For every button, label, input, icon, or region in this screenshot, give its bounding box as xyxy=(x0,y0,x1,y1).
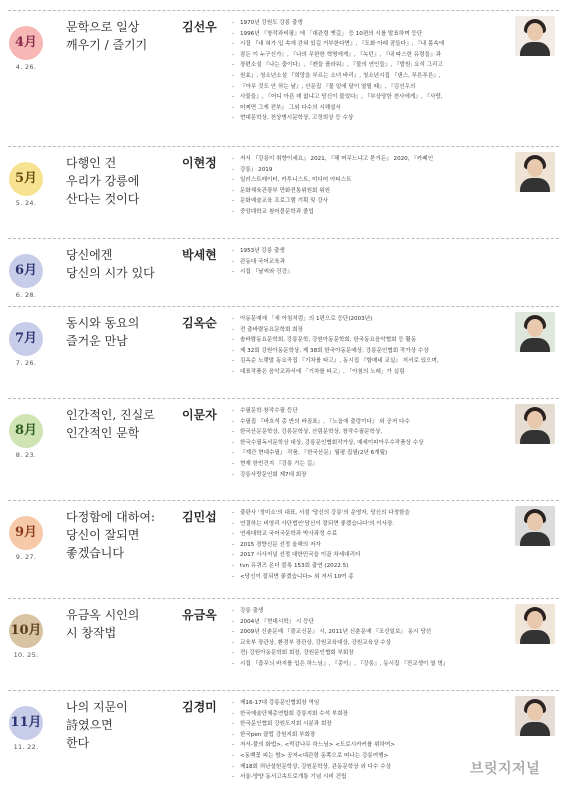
lecturer-name: 이문자 xyxy=(182,408,217,422)
lecturer-bio xyxy=(232,698,504,783)
month-badge: 11月 xyxy=(9,706,43,740)
schedule-row xyxy=(0,238,567,306)
month-badge: 5月 xyxy=(9,162,43,196)
bio-item: - 연세대학교 국어국문학과 박사과정 수료 xyxy=(232,529,504,540)
schedule-row xyxy=(0,598,567,690)
lecture-title-line: 당신의 시가 있다 xyxy=(66,266,155,280)
lecture-title xyxy=(66,406,176,442)
lecturer-bio xyxy=(232,606,504,670)
lecture-title-line: 우리가 강릉에 xyxy=(66,174,140,188)
bio-item: - 사물들』, 『어디 아픈 데 없냐고 당신이 물었다』, 『부상당한 천사에게』, 『사랑, xyxy=(232,92,504,103)
row-divider xyxy=(8,500,559,501)
lecturer-name: 김경미 xyxy=(182,700,217,714)
lecturer-bio xyxy=(232,246,504,278)
bio-item: - 2015 경향신문 선정 올해의 저자 xyxy=(232,540,504,551)
schedule-row xyxy=(0,306,567,398)
photo-face-shape xyxy=(527,319,543,337)
lecturer-name: 김선우 xyxy=(182,20,217,34)
lecturer-photo xyxy=(515,404,555,444)
session-date: 5. 24. xyxy=(15,199,37,207)
session-date: 11. 22. xyxy=(13,743,39,751)
bio-item: - 시집 『춤무늬 바지를 입은 하느님』, 『종이』, 『강릉』, 동시집 『전교생이 열 명』 xyxy=(232,659,504,670)
photo-body-shape xyxy=(520,178,550,192)
lecture-title-line: 詩였으면 xyxy=(66,718,113,732)
bio-item: - 제 32회 강원아동문학상, 제 38회 한국아동문예상, 강릉문인협회 작가상 수상 xyxy=(232,346,504,357)
photo-face-shape xyxy=(527,159,543,177)
session-date: 7. 26. xyxy=(15,359,37,367)
row-divider xyxy=(8,598,559,599)
photo-face-shape xyxy=(527,513,543,531)
bio-item: - 시집 『내 혀가 입 속에 갇혀 있길 거부한다면』, 『도화 아래 잠들다』, 『내 몸속에 xyxy=(232,39,504,50)
bio-item: - 저서 『강릉이 취향이세요』 2021, 『해 머무느냐고 묻거든』 2020, 『카페인 xyxy=(232,154,504,165)
bio-item: - 중앙대학교 첨어블문학과 졸업 xyxy=(232,207,504,218)
bio-item: - 일러스트레이터, 카투니스트, 미디어 아티스트 xyxy=(232,175,504,186)
lecturer-bio xyxy=(232,508,504,582)
lecturer-photo xyxy=(515,604,555,644)
bio-item: - 솔바람동요문학회, 강릉문학, 강원아동문학회, 한국동요음악협회 등 활동 xyxy=(232,335,504,346)
bio-item: - 문화체육관광부 만화전통위원회 위원 xyxy=(232,186,504,197)
bio-item: - 한국예술단체총연합회 강릉지회 수석 부회장 xyxy=(232,709,504,720)
lecturer-name: 유금옥 xyxy=(182,608,217,622)
lecturer-name: 김민섭 xyxy=(182,510,217,524)
lecturer-bio xyxy=(232,154,504,218)
bio-item: - 전 출바람동요문학회 회장 xyxy=(232,325,504,336)
session-date: 9. 27. xyxy=(15,553,37,561)
photo-face-shape xyxy=(527,611,543,629)
month-badge: 8月 xyxy=(9,414,43,448)
lecturer-photo xyxy=(515,696,555,736)
lecture-title xyxy=(66,314,176,350)
session-date: 8. 23. xyxy=(15,451,37,459)
bio-item: - 1953년 강릉 출생 xyxy=(232,246,504,257)
lecture-title-line: 인간적인, 진실로 xyxy=(66,408,155,422)
bio-item: - 한국수필독서문학상 대상, 강릉문인협회작가상, 예세이피아우수작품상 수상 xyxy=(232,438,504,449)
bio-item: - 관동대 국어교육과 xyxy=(232,257,504,268)
bio-item: - 잠든 이 누구신가』, 『나의 무한한 혁명에게』, 『녹턴』, 『내 따스한 유령들』과 xyxy=(232,50,504,61)
bio-item: - 서울-양양 동서고속도로개통 기념 시비 건립 xyxy=(232,772,504,783)
schedule-row xyxy=(0,398,567,500)
bio-item: - 아동문예에 「새 아침처럼」의 1편으로 등단(2003년) xyxy=(232,314,504,325)
bio-item: - 현재 한빈건지 『강릉 가는 길』 xyxy=(232,459,504,470)
lecture-title-line: 다행인 건 xyxy=(66,156,117,170)
session-date: 10. 25. xyxy=(13,651,39,659)
bio-item: - 대표작품은 음악교과서에 「기차를 타고」, 「아침의 노래」가 실림 xyxy=(232,367,504,378)
lecture-title xyxy=(66,18,176,54)
bio-item: - 2004년 『현대시학』 시 등단 xyxy=(232,617,504,628)
row-divider xyxy=(8,398,559,399)
bio-item: - 출판사 '정미소'의 대표, 서점 '당신의 강릉'의 운영자, 당신의 다정함을 xyxy=(232,508,504,519)
photo-body-shape xyxy=(520,532,550,546)
bio-item: - 제18회 허난설헌문학상, 강원문학상, 관동문학상 외 다수 수상 xyxy=(232,762,504,773)
month-badge: 4月 xyxy=(9,26,43,60)
lecture-title-line: 다정함에 대하여: xyxy=(66,510,156,524)
watermark-text: 브릿지저널 xyxy=(470,761,541,777)
bio-item: - 수필집 『바흐석 총 반의 바짐표』, 『노을에 출렁이다』 외 공저 다수 xyxy=(232,417,504,428)
lecture-title xyxy=(66,698,176,752)
bio-item: - 김옥순 노랫말 동요곡집 『기차를 타고』, 동시집 『할매네 교실』 저서로 있으며, xyxy=(232,356,504,367)
bio-item: - <동백꽃 피는 밤> 공저<대관령 동쪽으로 떠나는 강릉여행> xyxy=(232,751,504,762)
row-divider xyxy=(8,10,559,11)
lecturer-name: 박세현 xyxy=(182,248,217,262)
photo-body-shape xyxy=(520,630,550,644)
bio-item: - 강릉』 2019 xyxy=(232,165,504,176)
lecture-title xyxy=(66,246,176,282)
lecturer-bio xyxy=(232,406,504,480)
photo-body-shape xyxy=(520,42,550,56)
lecture-title-line: 인간적인 문학 xyxy=(66,426,140,440)
lecture-title-line: 깨우기 / 즐기기 xyxy=(66,38,148,52)
photo-face-shape xyxy=(527,411,543,429)
row-divider xyxy=(8,238,559,239)
bio-item: - 강릉 출생 xyxy=(232,606,504,617)
bio-item: - 2017 시사저널 선정 대한민국을 이끌 차세대리더 xyxy=(232,550,504,561)
lecturer-name: 김옥순 xyxy=(182,316,217,330)
bio-item: - 원효』, 청소년소설 『희망을 부르는 소녀 바리』, 청소년시집 『댄스, 푸른푸른』, xyxy=(232,71,504,82)
bio-item: - 1996년 『창작과비평』에 「대관령 옛길」 등 10편의 시를 발표하며 등단 xyxy=(232,29,504,40)
month-badge: 6月 xyxy=(9,254,43,288)
month-badge: 9月 xyxy=(9,516,43,550)
lecturer-bio xyxy=(232,18,504,124)
lecture-title-line: 유금옥 시인의 xyxy=(66,608,140,622)
lecture-title xyxy=(66,154,176,208)
photo-face-shape xyxy=(527,23,543,41)
lecturer-photo xyxy=(515,16,555,56)
lecture-title-line: 당신에겐 xyxy=(66,248,113,262)
row-divider xyxy=(8,146,559,147)
month-badge: 7月 xyxy=(9,322,43,356)
lecture-title-line: 문학으로 일상 xyxy=(66,20,140,34)
month-badge: 10月 xyxy=(9,614,43,648)
lecture-title-line: 한다 xyxy=(66,736,90,750)
photo-face-shape xyxy=(527,703,543,721)
bio-item: - 한국문인협회 강원도지회 시분과 회장 xyxy=(232,719,504,730)
photo-body-shape xyxy=(520,722,550,736)
lecture-title-line: 당신이 잘되면 xyxy=(66,528,140,542)
lecture-title-line: 시 창작법 xyxy=(66,626,117,640)
bio-item: - 전) 강원아동문학회 회장, 강원문인협회 부회장 xyxy=(232,648,504,659)
bio-item: - 『아무 것도 안 하는 날』, 산문집 『물 밑에 달이 열릴 때』, 『김선우의 xyxy=(232,82,504,93)
bio-item: - 시집 『날씨와 건강』 xyxy=(232,267,504,278)
lecture-title-line: 좋겠습니다 xyxy=(66,546,124,560)
schedule-row xyxy=(0,500,567,598)
lecture-title-line: 즐거운 만남 xyxy=(66,334,128,348)
bio-item: - 연결하는 비영리 사단법인'당신이 잘되면 좋겠습니다'의 이사장. xyxy=(232,519,504,530)
bio-item: - 한국산문문학상, 강릉문학상, 산림문학상, 창작수필문학상, xyxy=(232,427,504,438)
lecture-title xyxy=(66,606,176,642)
bio-item: - 『계간 현대수필』 작품, 『한국산문』월평 집필(2년 6개월) xyxy=(232,448,504,459)
lecture-title-line: 동시와 동요의 xyxy=(66,316,140,330)
photo-body-shape xyxy=(520,430,550,444)
session-date: 4. 26. xyxy=(15,63,37,71)
bio-item: - 저서-풀의 화법>, <먹감나무 하느님> <도로시카커를 위하여> xyxy=(232,740,504,751)
session-date: 6. 28. xyxy=(15,291,37,299)
bio-item: - 장편소설 『나는 춤이다』, 『캔들 플라워』, 『물의 연인들』, 『발원: 요석 그리고 xyxy=(232,60,504,71)
bio-item: - tvn 유퀴즈 온더 블록 153회 출연 (2022.5) xyxy=(232,561,504,572)
bio-item: - 2009년 신춘문예 『불교신문』 시, 2011년 신춘문예 『조선일보』 동시 당선 xyxy=(232,627,504,638)
lecturer-photo xyxy=(515,152,555,192)
lecture-title-line: 산다는 것이다 xyxy=(66,192,140,206)
lecturer-name: 이현정 xyxy=(182,156,217,170)
bio-item: - <당신이 잘되면 좋겠습니다> 외 저서 10여 종 xyxy=(232,572,504,583)
bio-item: - 어쩌면 그게 전부』 그외 다수의 시해설서 xyxy=(232,103,504,114)
bio-item: - 문화예술교육 프로그램 기획 및 강사 xyxy=(232,196,504,207)
row-divider xyxy=(8,690,559,691)
bio-item: - 1970년 강원도 강릉 출생 xyxy=(232,18,504,29)
lecturer-photo xyxy=(515,506,555,546)
bio-item: - 한국pen 클럽 강원지회 부회장 xyxy=(232,730,504,741)
lecture-title xyxy=(66,508,176,562)
lecturer-photo xyxy=(515,312,555,352)
bio-item: - 현대문학상, 천상병시문학상, 고정희상 등 수상 xyxy=(232,113,504,124)
schedule-row xyxy=(0,10,567,146)
bio-item: - 교육부 장관상, 환경부 장관상, 강원교육대상, 강원교육상 수상 xyxy=(232,638,504,649)
photo-body-shape xyxy=(520,338,550,352)
bio-item: - 수필문학·창작수필 등단 xyxy=(232,406,504,417)
lecturer-bio xyxy=(232,314,504,378)
row-divider xyxy=(8,306,559,307)
bio-item: - 제16-17대 강릉문인협회장 역임 xyxy=(232,698,504,709)
schedule-row xyxy=(0,146,567,238)
bio-item: - 강릉사랑문인회 제7대 회장 xyxy=(232,470,504,481)
lecture-title-line: 나의 지문이 xyxy=(66,700,128,714)
